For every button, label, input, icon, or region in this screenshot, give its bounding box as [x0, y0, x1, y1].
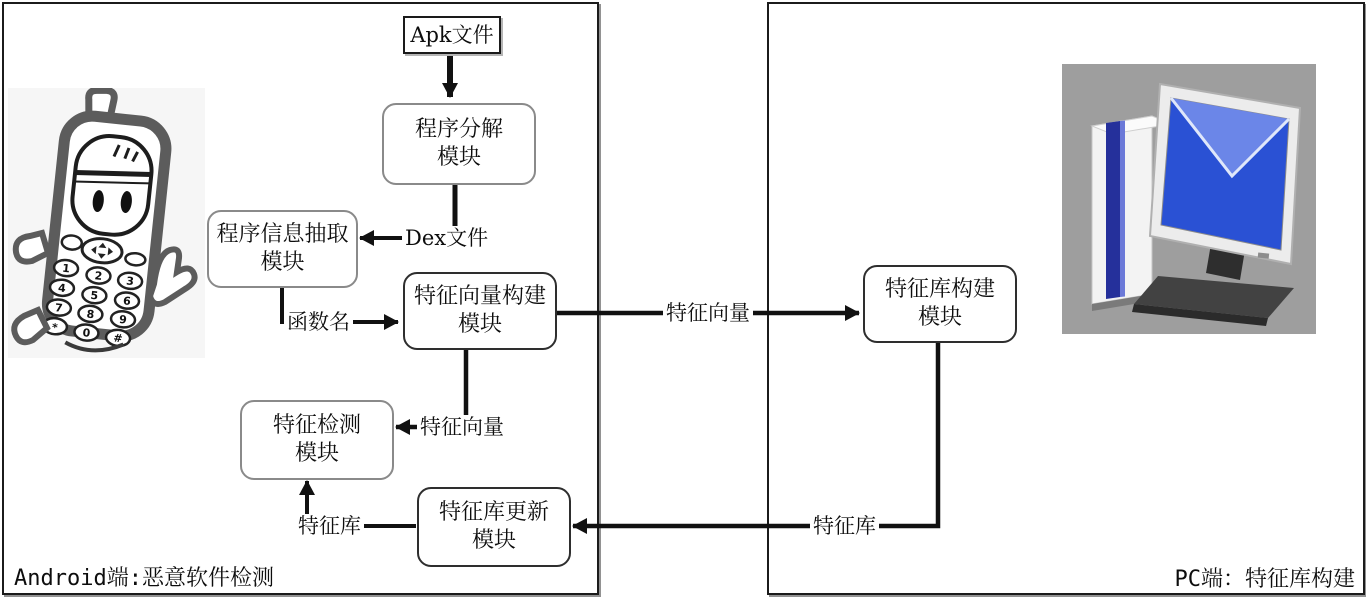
- node-program-info-extract-line1: 程序信息抽取: [216, 222, 349, 247]
- node-feature-db-build-line2: 模块: [917, 305, 962, 330]
- edge-label-feature-db-return: 特征库: [810, 514, 879, 538]
- node-feature-db-update-line1: 特征库更新: [438, 500, 549, 525]
- node-apk-file-label: Apk文件: [410, 23, 494, 47]
- node-feature-detect-line1: 特征检测: [272, 413, 361, 438]
- svg-text:0: 0: [81, 326, 91, 340]
- pc-panel-caption: PC端：特征库构建: [1174, 567, 1355, 592]
- svg-text:6: 6: [122, 294, 132, 308]
- svg-text:#: #: [112, 331, 124, 346]
- node-apk-file: [403, 16, 501, 54]
- node-program-info-extract-line2: 模块: [260, 250, 305, 275]
- android-panel-caption: Android端:恶意软件检测: [14, 566, 274, 591]
- node-feature-detect: [240, 400, 394, 480]
- edge-label-feature-vector-to-pc: 特征向量: [663, 301, 753, 325]
- node-feature-db-update-line2: 模块: [471, 528, 516, 553]
- svg-text:5: 5: [89, 288, 99, 303]
- node-feature-vector-build: [403, 272, 557, 350]
- edge-featuredb-return: [573, 340, 938, 526]
- svg-text:*: *: [51, 320, 59, 335]
- svg-text:2: 2: [93, 269, 103, 283]
- node-feature-detect-line2: 模块: [294, 441, 339, 466]
- node-program-info-extract: [207, 210, 358, 288]
- edge-label-feature-vector-to-detect: 特征向量: [417, 415, 507, 439]
- svg-text:9: 9: [118, 312, 128, 327]
- edge-label-dex-file: Dex文件: [402, 226, 491, 250]
- edge-label-feature-db-to-detect: 特征库: [295, 514, 364, 538]
- svg-text:8: 8: [85, 307, 95, 322]
- svg-text:4: 4: [57, 281, 67, 296]
- node-feature-db-update: [417, 487, 571, 567]
- node-feature-db-build-line1: 特征库构建: [884, 277, 995, 302]
- svg-text:1: 1: [61, 261, 71, 276]
- svg-text:3: 3: [125, 274, 135, 289]
- node-feature-vector-build-line1: 特征向量构建: [413, 284, 546, 309]
- node-feature-vector-build-line2: 模块: [457, 312, 502, 337]
- node-program-decompose: [382, 103, 536, 185]
- node-program-decompose-line1: 程序分解: [414, 117, 503, 142]
- edge-label-function-name: 函数名: [284, 310, 353, 334]
- node-program-decompose-line2: 模块: [436, 145, 481, 170]
- node-feature-db-build: [863, 265, 1017, 343]
- svg-text:7: 7: [54, 301, 64, 315]
